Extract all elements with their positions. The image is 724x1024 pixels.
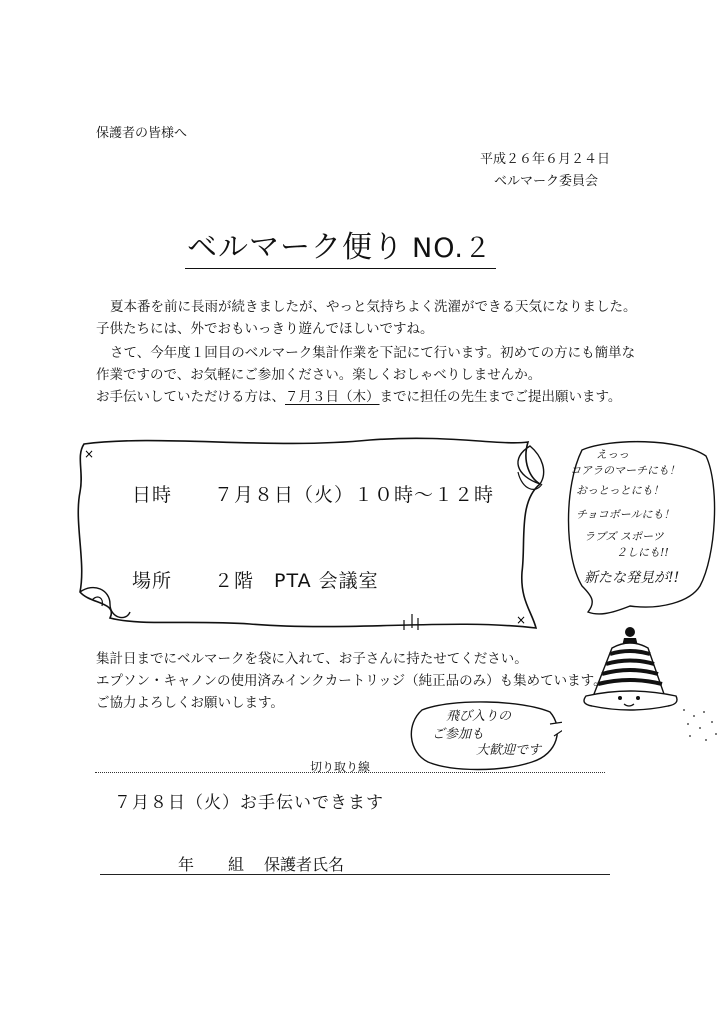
event-place-label: 場所 [132,570,173,592]
intro-line-1: 夏本番を前に長雨が続きましたが、やっと気持ちよく洗濯ができる天気になりました。 [110,299,637,315]
callout-line-4: チョコボールにも！ [576,508,675,521]
intro-line-4: 作業ですので、お気軽にご参加ください。楽しくおしゃべりしませんか。 [96,367,542,383]
callout-line-6: ２しにも!! [616,546,669,559]
welcome-line-1: 飛び入りの [446,709,512,724]
event-date-value: ７月８日（火）１０時～１２時 [214,484,495,506]
note-line-3: ご協力よろしくお願いします。 [96,695,284,711]
svg-text:×: × [84,447,95,461]
callout-line-2: コアラのマーチにも！ [570,464,680,477]
form-guardian-label: 保護者氏名 [264,855,345,874]
deadline: ７月３日（木） [285,389,380,405]
welcome-line-3: 大歓迎です [476,743,542,758]
form-class-label: 組 [228,855,245,874]
svg-text:×: × [516,613,527,627]
callout-line-3: おっとっとにも！ [576,484,664,497]
callout-line-5: ラブズ スポーツ [584,530,664,543]
intro-line-2: 子供たちには、外でおもいっきり遊んでほしいですね。 [96,321,434,337]
event-place-value: ２階 PTA 会議室 [214,570,379,592]
title-number: NO.２ [412,233,492,264]
sender: ベルマーク委員会 [494,174,599,189]
scroll-frame [70,432,550,640]
intro-line-5 [96,386,621,408]
signature-line[interactable] [100,874,610,875]
note-line-2: エプソン・キャノンの使用済みインクカートリッジ（純正品のみ）も集めています。 [96,673,607,689]
intro-line-3: さて、今年度１回目のベルマーク集計作業を下記にて行います。初めての方にも簡単な [110,345,636,361]
form-year-label: 年 [178,855,195,874]
cutoff-label: 切り取り線 [310,760,371,774]
intro-line-5-after: までに担任の先生までご提出願います。 [379,389,622,405]
callout-line-7: 新たな発見が!! [584,570,680,586]
welcome-line-2: ご参加も [432,727,485,742]
recipient: 保護者の皆様へ [96,126,188,141]
callout-line-1: えっっ [596,448,629,461]
title-main: ベルマーク便り [187,230,404,265]
issue-date: 平成２６年６月２４日 [480,152,611,167]
intro-line-5-before: お手伝いしていただける方は、 [96,389,285,405]
event-date-label: 日時 [132,484,173,506]
cutoff-line [95,772,605,773]
note-line-1: 集計日までにベルマークを袋に入れて、お子さんに持たせてください。 [96,651,528,667]
page-title [185,222,496,269]
form-heading: ７月８日（火）お手伝いできます [114,793,384,813]
